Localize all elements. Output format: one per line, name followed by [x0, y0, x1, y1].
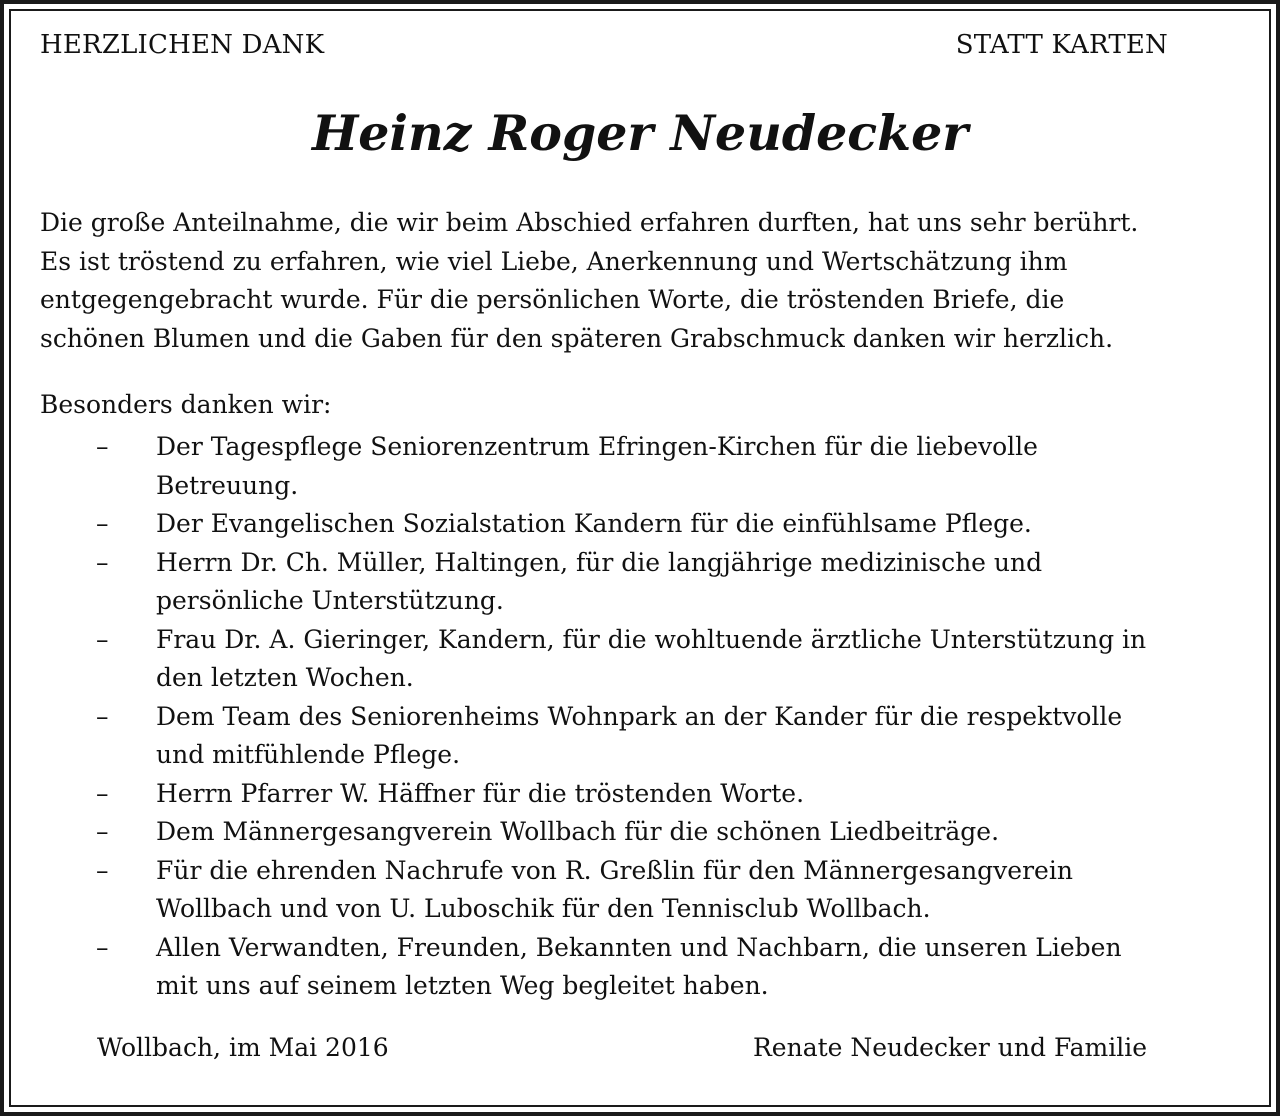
- thanks-item: [96, 505, 1246, 544]
- thanks-item-line: Betreuung.: [156, 470, 299, 500]
- intro-line: entgegengebracht wurde. Für die persönlichen Worte, die tröstenden Briefe, die: [40, 285, 1065, 314]
- dash-bullet: –: [96, 547, 109, 577]
- intro-paragraph: [40, 204, 1250, 358]
- thanks-item-line: Herrn Pfarrer W. Häffner für die tröstenden Worte.: [156, 778, 805, 808]
- thanks-item: [96, 852, 1246, 929]
- thanks-item: [96, 621, 1246, 698]
- thanks-item: [96, 428, 1246, 505]
- signature: Renate Neudecker und Familie: [752, 1033, 1147, 1062]
- thanks-item-line: mit uns auf seinem letzten Weg begleitet haben.: [156, 971, 769, 1000]
- dash-bullet: –: [96, 817, 109, 846]
- thanks-item-line: Allen Verwandten, Freunden, Bekannten und Nachbarn, die unseren Lieben: [156, 932, 1122, 962]
- thanks-item: [96, 544, 1246, 621]
- thanks-item: [96, 929, 1246, 1006]
- thanks-item-line: Dem Männergesangverein Wollbach für die schönen Liedbeiträge.: [156, 817, 1000, 846]
- thanks-item-line: den letzten Wochen.: [156, 663, 414, 692]
- dash-bullet: –: [96, 432, 109, 461]
- dash-bullet: –: [96, 624, 109, 654]
- dash-bullet: –: [96, 701, 109, 731]
- thanks-list: [96, 428, 1246, 1006]
- header-statt-karten: STATT KARTEN: [955, 30, 1168, 60]
- intro-line: Die große Anteilnahme, die wir beim Abschied erfahren durften, hat uns sehr berührt.: [40, 208, 1139, 237]
- thanks-item-line: und mitfühlende Pflege.: [156, 740, 461, 769]
- thanks-item-line: Für die ehrenden Nachrufe von R. Greßlin für den Männergesangverein: [156, 855, 1073, 885]
- thanks-item-line: persönliche Unterstützung.: [156, 586, 504, 615]
- header-herzlichen-dank: HERZLICHEN DANK: [40, 30, 325, 60]
- thanks-item: [96, 698, 1246, 775]
- thanks-item-line: Wollbach und von U. Luboschik für den Tennisclub Wollbach.: [156, 894, 931, 923]
- dash-bullet: –: [96, 855, 109, 885]
- dash-bullet: –: [96, 778, 109, 808]
- thanks-item-line: Dem Team des Seniorenheims Wohnpark an der Kander für die respektvolle: [156, 701, 1123, 731]
- dash-bullet: –: [96, 509, 109, 538]
- intro-line: Es ist tröstend zu erfahren, wie viel Liebe, Anerkennung und Wertschätzung ihm: [40, 246, 1068, 276]
- thanks-item-line: Der Evangelischen Sozialstation Kandern für die einfühlsame Pflege.: [156, 509, 1032, 538]
- thanks-item-line: Herrn Dr. Ch. Müller, Haltingen, für die langjährige medizinische und: [156, 547, 1043, 577]
- thanks-item-line: Der Tagespflege Seniorenzentrum Efringen-Kirchen für die liebevolle: [156, 432, 1038, 461]
- thanks-item-line: Frau Dr. A. Gieringer, Kandern, für die wohltuende ärztliche Unterstützung in: [156, 624, 1147, 654]
- place-and-date: Wollbach, im Mai 2016: [97, 1033, 389, 1062]
- thanks-label: Besonders danken wir:: [40, 390, 332, 419]
- thanks-item: [96, 813, 1246, 852]
- dash-bullet: –: [96, 932, 109, 962]
- thanks-item: [96, 775, 1246, 814]
- intro-line: schönen Blumen und die Gaben für den späteren Grabschmuck danken wir herzlich.: [40, 323, 1114, 353]
- deceased-name-title: Heinz Roger Neudecker: [311, 104, 969, 162]
